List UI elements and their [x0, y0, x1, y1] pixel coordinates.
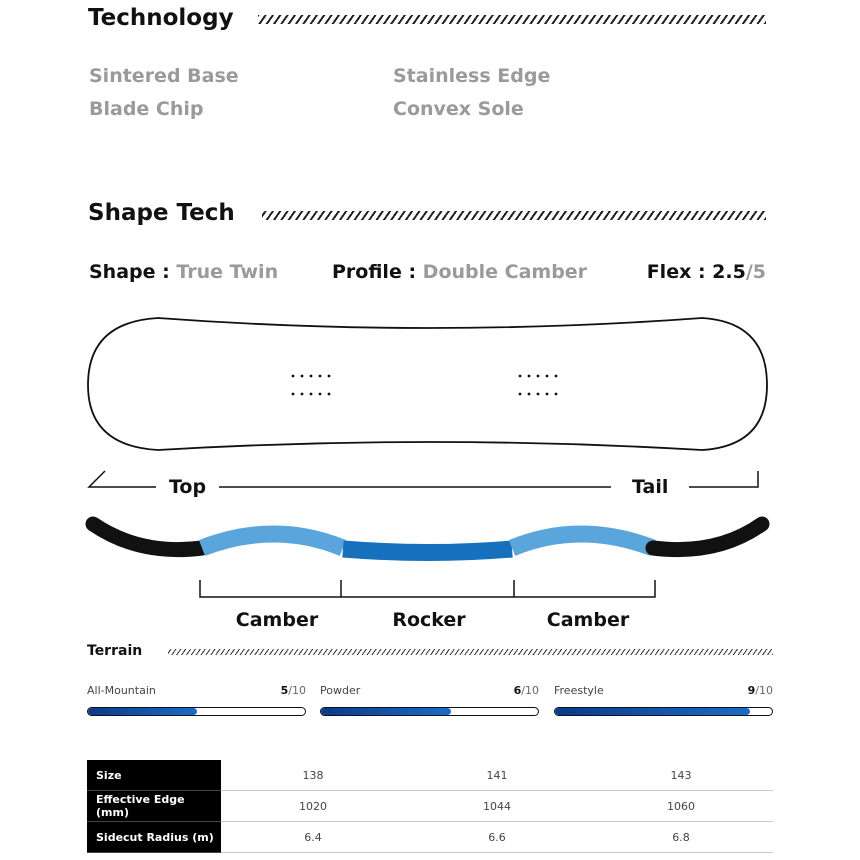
zone-camber-left: Camber	[235, 609, 319, 631]
terrain-bar-all-mountain	[87, 707, 306, 716]
spec-value: 138	[221, 760, 405, 791]
profile-curve	[93, 524, 762, 553]
terrain-title: Terrain	[87, 643, 143, 659]
terrain-bar-freestyle	[554, 707, 773, 716]
terrain-score-all-mountain: 5/10	[280, 684, 306, 697]
terrain-divider	[168, 649, 773, 655]
table-row	[87, 760, 773, 791]
zone-camber-right: Camber	[546, 609, 630, 631]
profile-value: Double Camber	[422, 261, 588, 283]
terrain-name-freestyle: Freestyle	[554, 684, 604, 697]
tech-item-sintered-base: Sintered Base	[89, 65, 239, 87]
spec-value: 1044	[405, 791, 589, 822]
table-row	[87, 822, 773, 853]
top-label: Top	[169, 476, 207, 498]
spec-value: 1060	[589, 791, 773, 822]
terrain-bar-fill	[321, 708, 451, 715]
spec-value: 6.4	[221, 822, 405, 853]
technology-title: Technology	[88, 5, 234, 31]
board-outline	[88, 318, 767, 450]
binding-inserts-left	[292, 375, 331, 396]
table-row	[87, 791, 773, 822]
profile-zone-brackets	[200, 580, 655, 597]
spec-value: 6.8	[589, 822, 773, 853]
spec-value: 1020	[221, 791, 405, 822]
terrain-name-all-mountain: All-Mountain	[87, 684, 156, 697]
spec-label-size: Size	[87, 760, 221, 791]
profile-label: Profile :	[332, 261, 423, 283]
shape-label: Shape :	[89, 261, 177, 283]
spec-value: 141	[405, 760, 589, 791]
terrain-score-powder: 6/10	[513, 684, 539, 697]
terrain-bar-powder	[320, 707, 539, 716]
tail-label: Tail	[632, 476, 669, 498]
tech-item-stainless-edge: Stainless Edge	[393, 65, 551, 87]
tech-item-convex-sole: Convex Sole	[393, 98, 524, 120]
shape-value: True Twin	[176, 261, 279, 283]
terrain-score-freestyle: 9/10	[747, 684, 773, 697]
flex-label: Flex : 2.5	[646, 261, 746, 283]
terrain-bar-fill	[88, 708, 197, 715]
spec-value: 143	[589, 760, 773, 791]
spec-label-effective-edge: Effective Edge (mm)	[87, 791, 221, 822]
shape-tech-title: Shape Tech	[88, 200, 235, 226]
spec-value: 6.6	[405, 822, 589, 853]
binding-inserts-right	[519, 375, 558, 396]
spec-table	[87, 760, 773, 853]
terrain-name-powder: Powder	[320, 684, 361, 697]
tech-item-blade-chip: Blade Chip	[89, 98, 204, 120]
zone-rocker: Rocker	[392, 609, 466, 631]
terrain-bar-fill	[555, 708, 750, 715]
flex-max: /5	[745, 261, 766, 283]
spec-label-sidecut-radius: Sidecut Radius (m)	[87, 822, 221, 853]
